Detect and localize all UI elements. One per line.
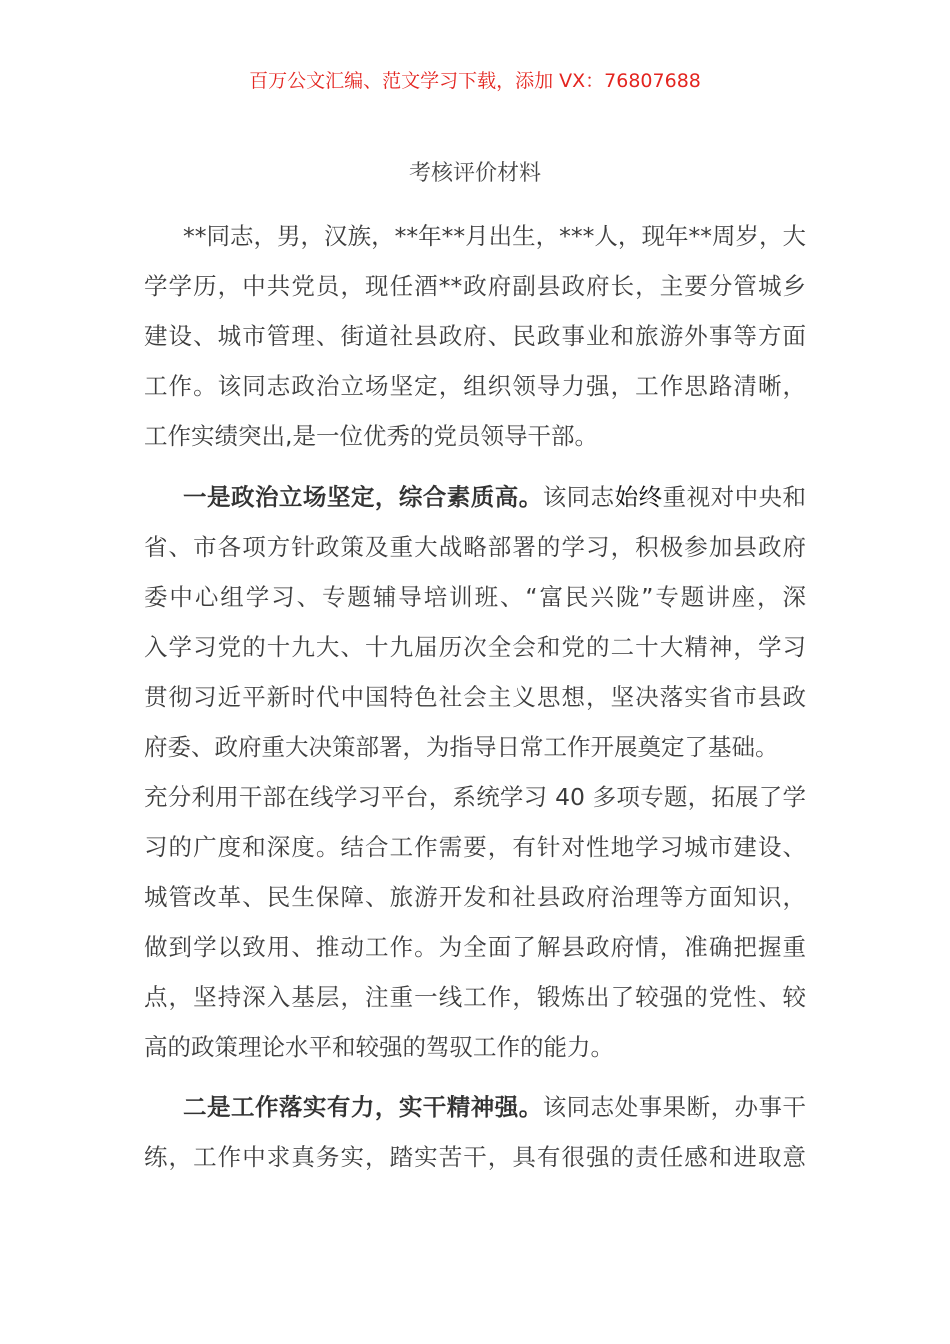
text-line: **同志，男，汉族，**年**月出生，***人，现年**周岁，大 <box>183 222 806 250</box>
document-title: 考核评价材料 <box>408 161 541 186</box>
text-run: 该同志 <box>542 483 615 511</box>
text-line: 入学习党的十九大、十九届历次全会和党的二十大精神，学习 <box>144 633 806 661</box>
text-line: 城管改革、民生保障、旅游开发和社县政府治理等方面知识， <box>144 883 806 911</box>
text-line <box>144 472 806 522</box>
text-run: 重视对中央和 <box>662 483 807 511</box>
text-line: 做到学以致用、推动工作。为全面了解县政府情，准确把握重 <box>144 933 806 961</box>
text-line: 省、市各项方针政策及重大战略部署的学习，积极参加县政府 <box>144 533 806 561</box>
text-line: 点，坚持深入基层，注重一线工作，锻炼出了较强的党性、较 <box>144 983 806 1011</box>
watermark-banner: 百万公文汇编、范文学习下载，添加 VX：76807688 <box>249 70 701 92</box>
text-line: 高的政策理论水平和较强的驾驭工作的能力。 <box>144 1033 614 1061</box>
text-line: 工作。该同志政治立场坚定，组织领导力强，工作思路清晰， <box>144 372 806 400</box>
text-run: 始终 <box>614 483 663 511</box>
text-line: 府委、政府重大决策部署，为指导日常工作开展奠定了基础。 <box>144 733 779 761</box>
text-line: 习的广度和深度。结合工作需要，有针对性地学习城市建设、 <box>144 833 806 861</box>
text-line: 委中心组学习、专题辅导培训班、“富民兴陇”专题讲座，深 <box>144 583 806 611</box>
text-line: 建设、城市管理、街道社县政府、民政事业和旅游外事等方面 <box>144 322 806 350</box>
text-line <box>144 1082 806 1132</box>
paragraph-political-stance <box>144 472 806 1072</box>
text-line: 充分利用干部在线学习平台，系统学习 40 多项专题，拓展了学 <box>144 783 806 811</box>
text-line: 学学历，中共党员，现任酒**政府副县政府长，主要分管城乡 <box>144 272 806 300</box>
section-heading: 二是工作落实有力，实干精神强。 <box>183 1093 543 1121</box>
text-run: 该同志处事果断，办事干 <box>542 1093 807 1121</box>
paragraph-intro <box>144 211 806 461</box>
paragraph-work-implementation <box>144 1082 806 1182</box>
text-line: 工作实绩突出,是一位优秀的党员领导干部。 <box>144 422 598 450</box>
text-line: 贯彻习近平新时代中国特色社会主义思想，坚决落实省市县政 <box>144 683 806 711</box>
section-heading: 一是政治立场坚定，综合素质高。 <box>183 483 543 511</box>
text-line: 练，工作中求真务实，踏实苦干，具有很强的责任感和进取意 <box>144 1143 806 1171</box>
